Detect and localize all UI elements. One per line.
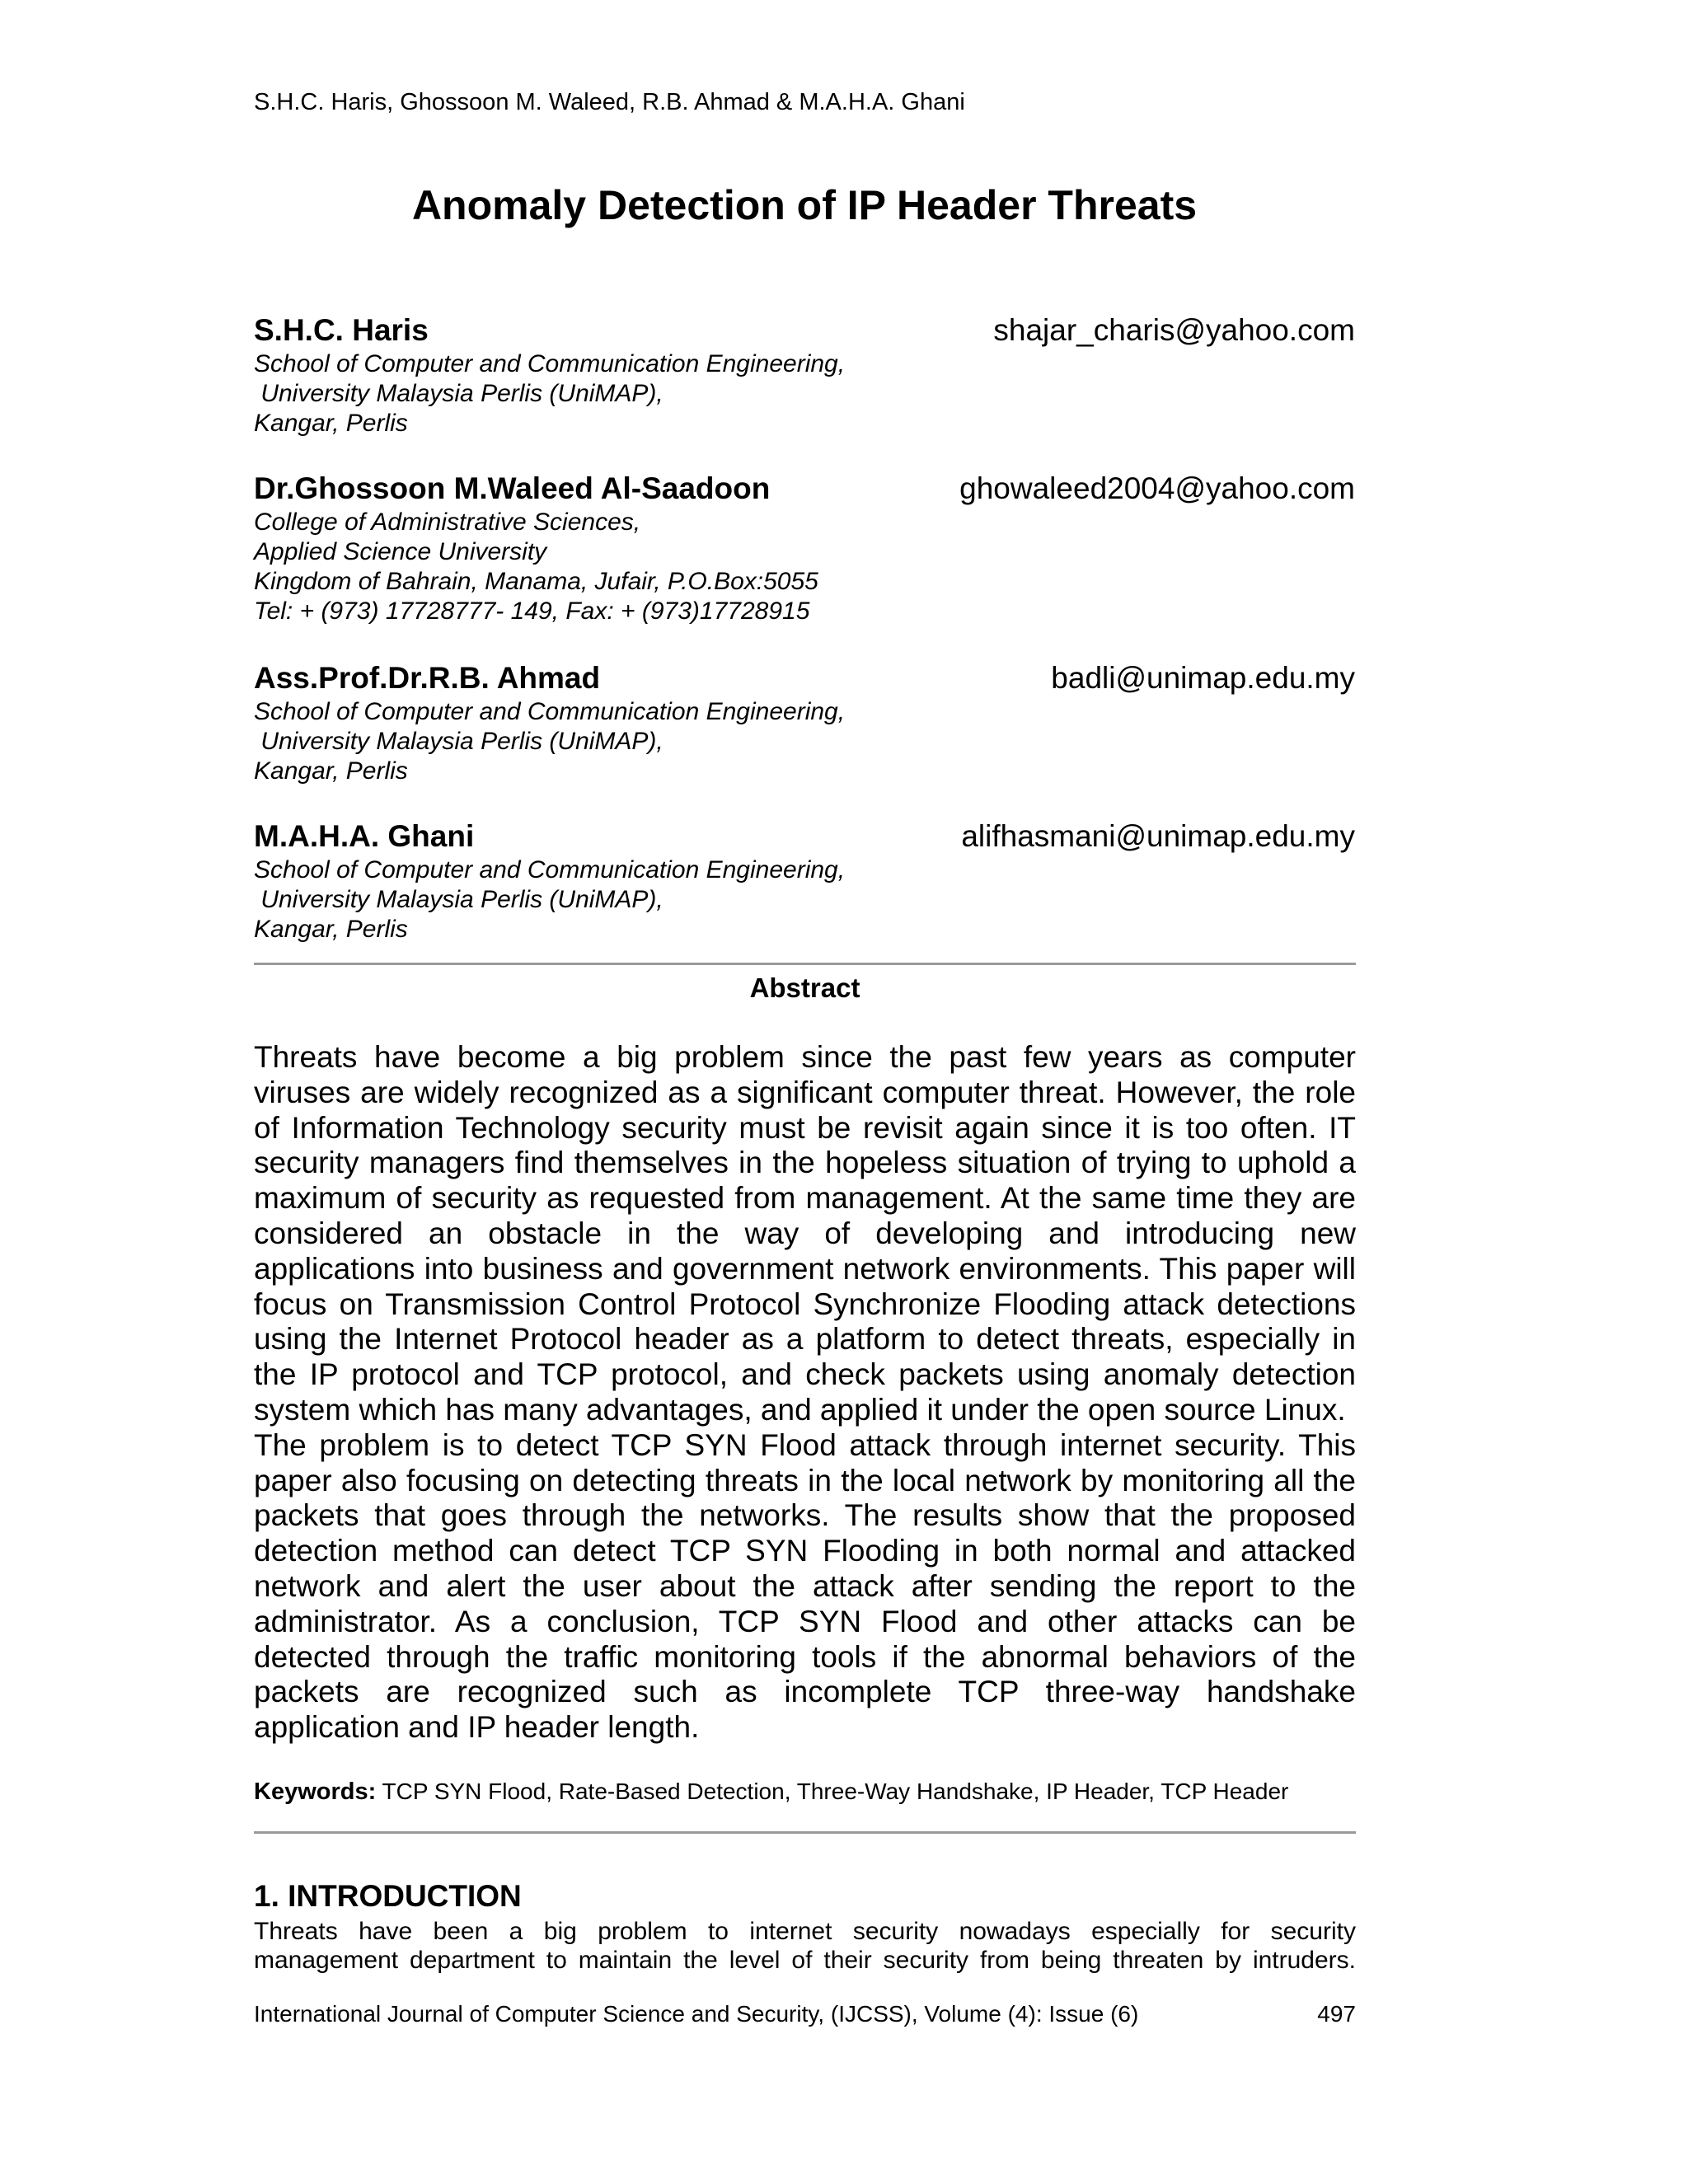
abstract-line: The problem is to detect TCP SYN Flood attack through internet security. This: [254, 1427, 1356, 1462]
keywords-text: TCP SYN Flood, Rate-Based Detection, Three-Way Handshake, IP Header, TCP Header: [376, 1779, 1289, 1804]
author-affiliation-line: Kangar, Perlis: [254, 410, 408, 437]
abstract-line: applications into business and government network environments. This paper will: [254, 1251, 1356, 1286]
abstract-line: of Information Technology security must be revisit again since it is too often. IT: [254, 1110, 1356, 1145]
author-name: Ass.Prof.Dr.R.B. Ahmad: [254, 661, 601, 695]
abstract-line: using the Internet Protocol header as a platform to detect threats, especially in: [254, 1322, 1356, 1357]
body-text-line: management department to maintain the level of their security from being threaten by intruders.: [254, 1947, 1356, 1974]
abstract-line: administrator. As a conclusion, TCP SYN Flood and other attacks can be: [254, 1604, 1356, 1638]
author-affiliation-line: School of Computer and Communication Engineering,: [254, 350, 846, 377]
author-email: ghowaleed2004@yahoo.com: [959, 471, 1355, 505]
abstract-line: viruses are widely recognized as a significant computer threat. However, the role: [254, 1075, 1356, 1109]
abstract-line: application and IP header length.: [254, 1710, 700, 1745]
abstract-heading: Abstract: [749, 972, 860, 1003]
abstract-line: packets that goes through the networks. The results show that the proposed: [254, 1498, 1356, 1533]
page-number: 497: [1317, 2001, 1356, 2027]
author-name: M.A.H.A. Ghani: [254, 819, 475, 853]
abstract-body: [254, 1040, 1356, 1746]
abstract-line: detected through the traffic monitoring tools if the abnormal behaviors of the: [254, 1639, 1356, 1674]
keywords: [254, 1779, 1288, 1806]
author-affiliation-line: University Malaysia Perlis (UniMAP),: [254, 380, 663, 407]
author-email: badli@unimap.edu.my: [1051, 661, 1355, 695]
abstract-line: focus on Transmission Control Protocol Synchronize Flooding attack detections: [254, 1286, 1356, 1321]
paper-title: Anomaly Detection of IP Header Threats: [411, 182, 1198, 228]
author-affiliation-line: School of Computer and Communication Engineering,: [254, 698, 846, 725]
page-footer: [254, 2001, 1356, 2027]
abstract-line: security managers find themselves in the hopeless situation of trying to uphold a: [254, 1146, 1356, 1180]
author-block: [254, 470, 1355, 626]
abstract-line: network and alert the user about the attack after sending the report to the: [254, 1568, 1356, 1603]
author-affiliation-line: Tel: + (973) 17728777- 149, Fax: + (973)17728915: [254, 598, 810, 625]
author-block: [254, 659, 1355, 786]
author-affiliation-line: University Malaysia Perlis (UniMAP),: [254, 886, 663, 913]
abstract-line: maximum of security as requested from management. At the same time they are: [254, 1181, 1356, 1216]
author-affiliation-line: Kingdom of Bahrain, Manama, Jufair, P.O.Box:5055: [254, 568, 818, 595]
author-affiliation-line: College of Administrative Sciences,: [254, 509, 641, 536]
divider: [254, 1831, 1356, 1834]
author-block: [254, 312, 1355, 438]
abstract-line: paper also focusing on detecting threats in the local network by monitoring all the: [254, 1463, 1356, 1497]
author-block: [254, 818, 1355, 944]
author-affiliation-line: Kangar, Perlis: [254, 916, 408, 943]
abstract-line: detection method can detect TCP SYN Flooding in both normal and attacked: [254, 1534, 1356, 1568]
author-name: Dr.Ghossoon M.Waleed Al-Saadoon: [254, 471, 771, 505]
author-email: alifhasmani@unimap.edu.my: [961, 819, 1355, 853]
section-heading: 1. INTRODUCTION: [254, 1879, 522, 1913]
divider: [254, 963, 1356, 965]
author-name: S.H.C. Haris: [254, 313, 429, 347]
introduction-body: [254, 1917, 1356, 1975]
author-affiliation-line: Applied Science University: [254, 538, 547, 565]
abstract-line: Threats have become a big problem since the past few years as computer: [254, 1040, 1356, 1074]
author-affiliation-line: Kangar, Perlis: [254, 757, 408, 785]
abstract-line: packets are recognized such as incomplete TCP three-way handshake: [254, 1675, 1356, 1709]
author-email: shajar_charis@yahoo.com: [993, 313, 1355, 347]
abstract-line: system which has many advantages, and applied it under the open source Linux.: [254, 1392, 1346, 1427]
running-head: S.H.C. Haris, Ghossoon M. Waleed, R.B. Ahmad & M.A.H.A. Ghani: [254, 89, 965, 115]
footer-journal: International Journal of Computer Science and Security, (IJCSS), Volume (4): Issue (6): [254, 2001, 1139, 2027]
author-affiliation-line: School of Computer and Communication Engineering,: [254, 856, 846, 883]
keywords-label: Keywords:: [254, 1779, 377, 1805]
body-text-line: Threats have been a big problem to internet security nowadays especially for security: [254, 1918, 1356, 1945]
abstract-line: considered an obstacle in the way of developing and introducing new: [254, 1216, 1356, 1250]
author-affiliation-line: University Malaysia Perlis (UniMAP),: [254, 728, 663, 755]
abstract-line: the IP protocol and TCP protocol, and check packets using anomaly detection: [254, 1357, 1356, 1392]
